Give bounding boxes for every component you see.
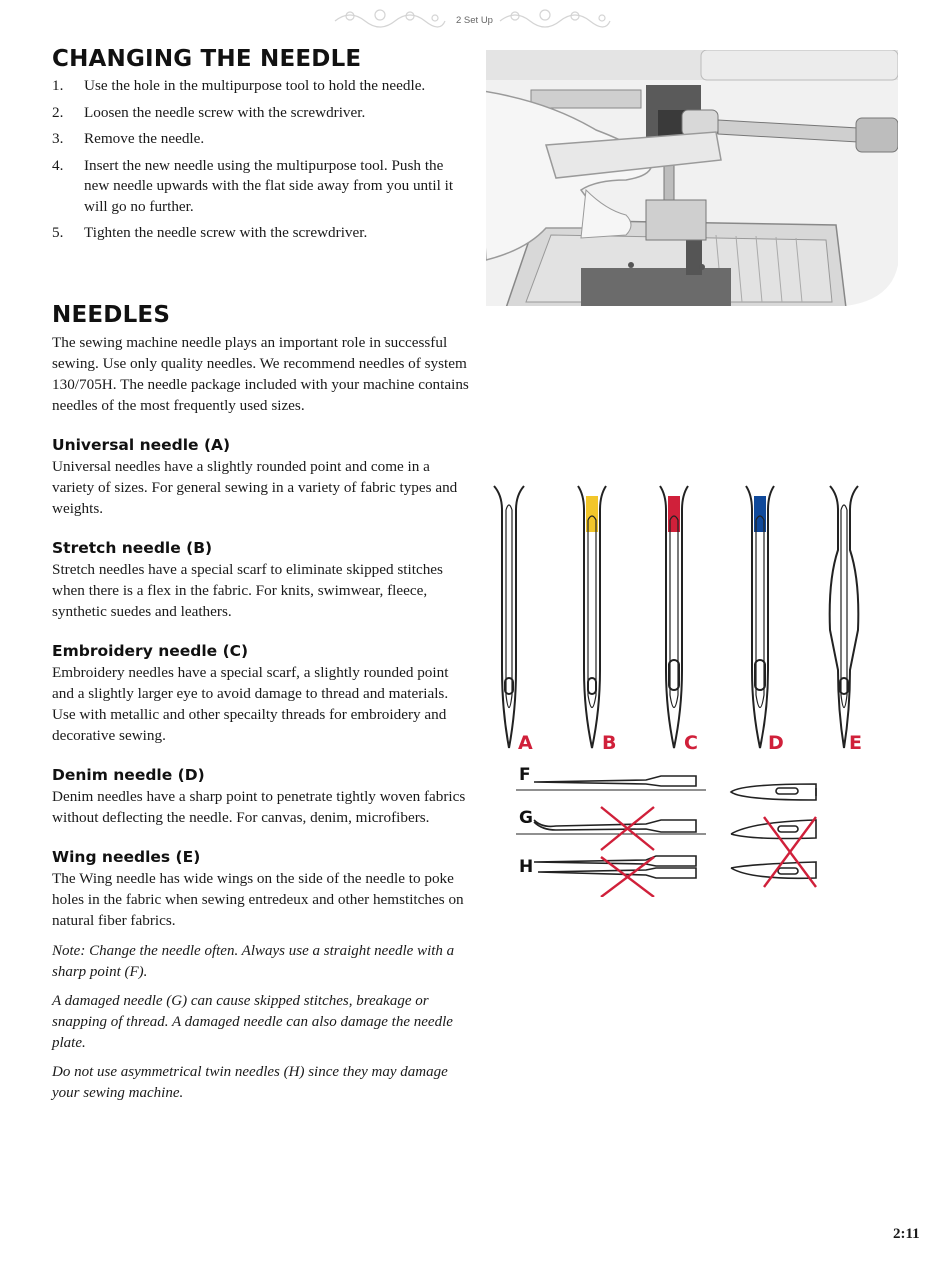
step-text: Insert the new needle using the multipurpose tool. Push the new needle upwards with the flat side away from you until it will go no further.	[84, 156, 454, 215]
needle-f	[534, 776, 696, 786]
step-item	[52, 103, 472, 124]
stretch-heading: Stretch needle (B)	[52, 539, 213, 557]
eye-straight	[731, 784, 816, 800]
denim-text: Denim needles have a sharp point to penetrate tightly woven fabrics without deflecting the needle. For canvas, denim, microfibers.	[52, 788, 466, 826]
changing-title: CHANGING THE NEEDLE	[52, 46, 362, 72]
universal-heading: Universal needle (A)	[52, 436, 231, 454]
step-number: 4.	[52, 156, 64, 174]
needle-g	[534, 820, 696, 832]
condition-letter-f: F	[519, 765, 531, 785]
step-text: Tighten the needle screw with the screwdriver.	[84, 224, 368, 241]
universal-text: Universal needles have a slightly rounded point and come in a variety of sizes. For general sewing in a variety of fabric types and weights.	[52, 458, 458, 517]
needle-letter-e: E	[849, 732, 862, 754]
step-number: 5.	[52, 224, 64, 241]
needle-a	[494, 486, 524, 748]
needle-letter-d: D	[768, 732, 784, 754]
needle-change-illustration	[486, 50, 898, 308]
step-item	[52, 223, 472, 244]
needle-types-illustration	[488, 480, 878, 760]
embroidery-text: Embroidery needles have a special scarf, a slightly rounded point and a slightly larger eye to avoid damage to thread and materials. Use with metallic and other specailty threads for embroidery and decorative sewing.	[52, 664, 449, 744]
note-twin-needles: Do not use asymmetrical twin needles (H) since they may damage your sewing machine.	[52, 1064, 448, 1101]
steps-list	[52, 76, 472, 244]
needles-section	[52, 302, 472, 1104]
needle-h	[534, 856, 696, 866]
needles-title: NEEDLES	[52, 302, 171, 328]
condition-letter-g: G	[519, 808, 533, 828]
needle-letter-b: B	[602, 732, 617, 754]
note-straight-needle: Note: Change the needle often. Always use a straight needle with a sharp point (F).	[52, 943, 455, 980]
step-item	[52, 76, 472, 97]
step-item	[52, 129, 472, 150]
embroidery-heading: Embroidery needle (C)	[52, 642, 249, 660]
step-number: 1.	[52, 77, 64, 94]
condition-letter-h: H	[519, 857, 534, 877]
step-number: 2.	[52, 103, 64, 121]
step-text: Loosen the needle screw with the screwdriver.	[84, 103, 366, 121]
step-text: Use the hole in the multipurpose tool to hold the needle.	[84, 77, 426, 94]
step-text: Remove the needle.	[84, 130, 205, 147]
wing-text: The Wing needle has wide wings on the side of the needle to poke holes in the fabric when sewing entredeux and other hemstitches on natural fiber fabrics.	[52, 870, 464, 929]
needles-intro: The sewing machine needle plays an important role in successful sewing. Use only quality needles. We recommend needles of system 130/705H. The needle package included with your machine contains needles of the most frequently used sizes.	[52, 334, 469, 414]
step-number: 3.	[52, 130, 64, 147]
needle-e	[830, 486, 859, 748]
note-damaged-needle: A damaged needle (G) can cause skipped stitches, breakage or snapping of thread. A damaged needle can also damage the needle plate.	[52, 993, 453, 1051]
denim-heading: Denim needle (D)	[52, 766, 205, 784]
stretch-text: Stretch needles have a special scarf to eliminate skipped stitches when there is a flex in the fabric. For knits, swimwear, fleece, synthetic suedes and leathers.	[52, 561, 443, 620]
changing-section	[52, 46, 472, 250]
page-number: 2:11	[893, 1226, 920, 1242]
step-item	[52, 156, 472, 218]
needle-letter-a: A	[518, 732, 533, 754]
needle-condition-illustration	[516, 762, 826, 897]
needle-letter-c: C	[684, 732, 698, 754]
wing-heading: Wing needles (E)	[52, 848, 201, 866]
section-label: 2 Set Up	[456, 15, 493, 26]
